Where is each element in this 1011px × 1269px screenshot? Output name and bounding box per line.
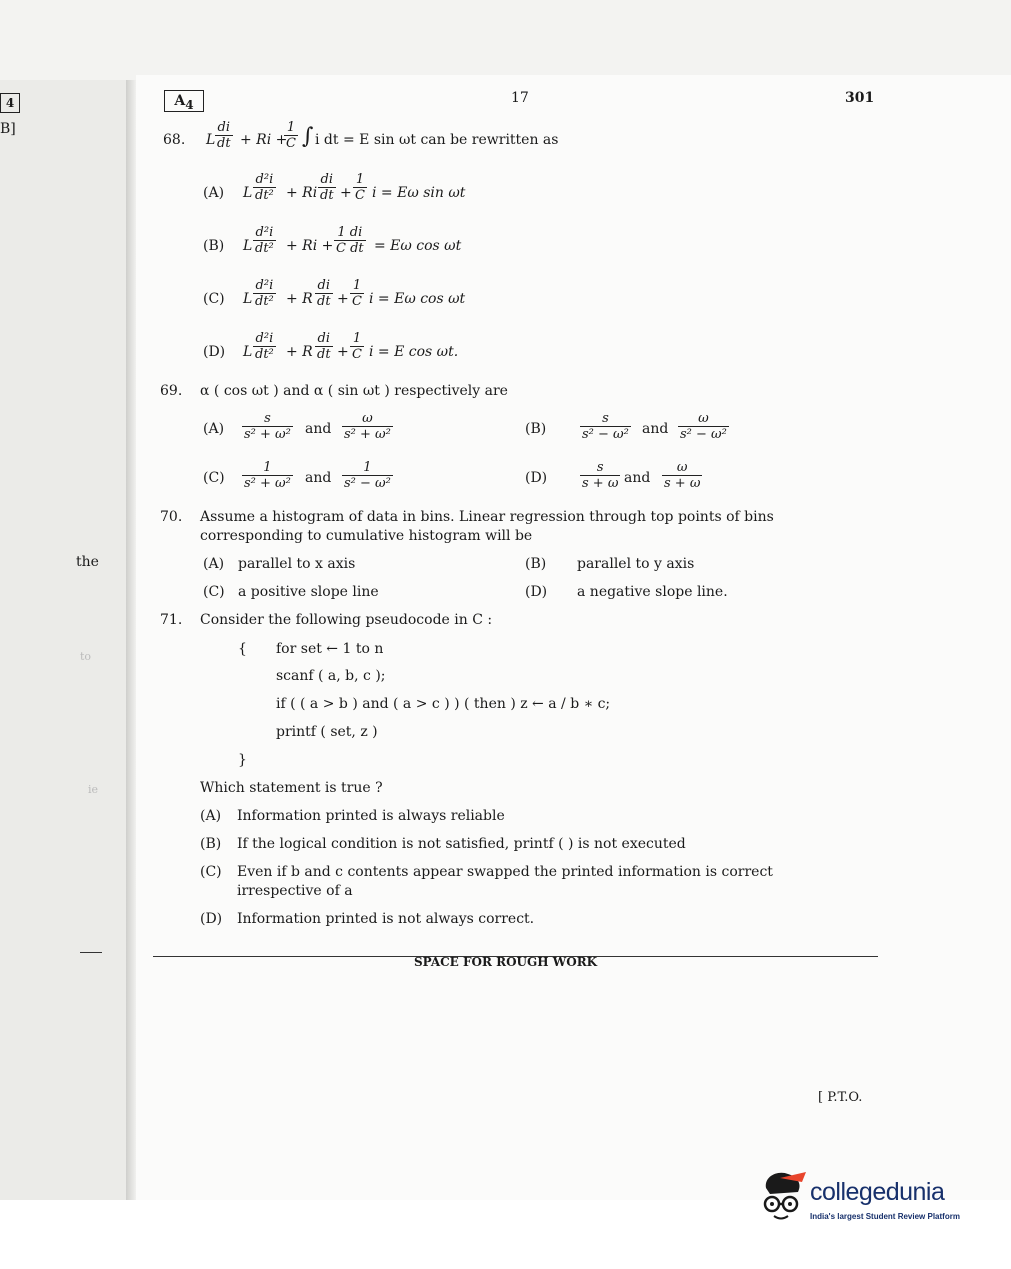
paper-code-box <box>164 90 204 112</box>
option-text: irrespective of a <box>237 883 353 899</box>
option-text: and <box>305 470 332 486</box>
code-line: scanf ( a, b, c ); <box>276 668 386 684</box>
option-text: Even if b and c contents appear swapped the printed information is correct <box>237 864 773 880</box>
rough-work-heading: SPACE FOR ROUGH WORK <box>414 955 598 969</box>
option-text: + R <box>286 291 313 307</box>
left-page-edge <box>0 80 130 1200</box>
left-page-fragment: B] <box>0 121 16 137</box>
collegedunia-logo-icon <box>758 1168 808 1228</box>
option-text: i = E cos ωt. <box>369 344 459 360</box>
option-text: i = Eω sin ωt <box>372 185 466 201</box>
code-brace-close: } <box>238 752 247 768</box>
fraction-s-over-s2-minus-w2: $\frac{s}{\text{s² − ω²}}$ <box>582 411 629 442</box>
fraction-1-over-s2-minus-w2: $\frac{1}{\text{s² − ω²}}$ <box>344 460 391 491</box>
question-70-line2: corresponding to cumulative histogram will be <box>200 528 533 544</box>
question-69-stem: α ( cos ωt ) and α ( sin ωt ) respectively are <box>200 383 508 399</box>
fraction-w-over-s-plus-w: $\frac{\omega}{s + \omega}$ <box>664 460 701 491</box>
q68-stem-L: L <box>206 132 216 148</box>
fraction-d2i-dt2: $\frac{\text{d²i}}{\text{dt²}}$ <box>255 225 274 256</box>
fraction-1-C: $\frac{1}{C}$ <box>352 278 362 309</box>
left-page-number: 4 <box>0 93 20 113</box>
option-text: i = Eω cos ωt <box>369 291 466 307</box>
question-68-number: 68. <box>163 132 186 148</box>
code-line: for set ← 1 to n <box>276 641 384 657</box>
fraction-1-C: $\frac{1}{C}$ <box>355 172 365 203</box>
fraction-s-over-s-plus-w: $\frac{s}{s + \omega}$ <box>582 460 619 491</box>
left-page-fragment: to <box>80 650 92 663</box>
option-label: (C) <box>203 584 225 600</box>
question-71-number: 71. <box>160 612 183 628</box>
fraction-1-di-C-dt: $\frac{1 di}{\text{C dt}}$ <box>336 225 364 256</box>
option-text: a negative slope line. <box>577 584 728 600</box>
fraction-w-over-s2-plus-w2: $\frac{\omega}{\text{s² + ω²}}$ <box>344 411 391 442</box>
option-text: + R <box>286 344 313 360</box>
option-label: (C) <box>203 291 225 307</box>
page-number: 17 <box>511 90 529 106</box>
option-label: (A) <box>200 808 222 824</box>
option-label: (D) <box>525 584 548 600</box>
option-text: + Ri <box>286 185 318 201</box>
code-line: if ( ( a > b ) and ( a > c ) ) ( then ) z ← a / b ∗ c; <box>276 696 611 712</box>
left-page-rule <box>80 952 102 953</box>
option-label: (B) <box>200 836 222 852</box>
code-brace-open: { <box>238 641 247 657</box>
option-label: (C) <box>200 864 222 880</box>
option-text: L <box>243 291 253 307</box>
fraction-d2i-dt2: $\frac{\text{d²i}}{\text{dt²}}$ <box>255 278 274 309</box>
option-text: If the logical condition is not satisfied, printf ( ) is not executed <box>237 836 686 852</box>
book-gutter <box>126 80 136 1200</box>
option-label: (A) <box>203 421 225 437</box>
question-70-line1: Assume a histogram of data in bins. Linear regression through top points of bins <box>200 509 774 525</box>
option-label: (A) <box>203 556 225 572</box>
fraction-s-over-s2-plus-w2: $\frac{s}{\text{s² + ω²}}$ <box>244 411 291 442</box>
option-text: and <box>642 421 669 437</box>
option-text: + <box>337 291 349 307</box>
question-71-prompt: Which statement is true ? <box>200 780 383 796</box>
option-text: Information printed is not always correct. <box>237 911 535 927</box>
question-70-number: 70. <box>160 509 183 525</box>
q68-stem-part: + Ri + <box>240 132 288 148</box>
logo-wordmark: collegedunia <box>810 1178 945 1206</box>
fraction-d2i-dt2: $\frac{\text{d²i}}{\text{dt²}}$ <box>255 172 274 203</box>
paper-code-sub: 4 <box>185 97 194 112</box>
option-label: (B) <box>525 556 547 572</box>
option-text: + <box>340 185 352 201</box>
left-page-fragment: the <box>76 554 99 570</box>
option-label: (C) <box>203 470 225 486</box>
logo-tagline: India's largest Student Review Platform <box>810 1212 960 1221</box>
option-label: (B) <box>525 421 547 437</box>
option-text: = Eω cos ωt <box>374 238 462 254</box>
option-label: (D) <box>525 470 548 486</box>
fraction-d2i-dt2: $\frac{\text{d²i}}{\text{dt²}}$ <box>255 331 274 362</box>
paper-code: A <box>174 93 186 109</box>
fraction-w-over-s2-minus-w2: $\frac{\omega}{\text{s² − ω²}}$ <box>680 411 727 442</box>
question-71-stem: Consider the following pseudocode in C : <box>200 612 493 628</box>
option-label: (B) <box>203 238 225 254</box>
option-text: parallel to y axis <box>577 556 695 572</box>
fraction-di-dt: $\frac{di}{dt}$ <box>320 172 334 203</box>
option-text: Information printed is always reliable <box>237 808 505 824</box>
code-line: printf ( set, z ) <box>276 724 378 740</box>
pto-marker: [ P.T.O. <box>818 1090 863 1105</box>
option-label: (D) <box>203 344 226 360</box>
option-text: L <box>243 238 253 254</box>
fraction-1-C: $\frac{1}{C}$ <box>352 331 362 362</box>
option-label: (A) <box>203 185 225 201</box>
fraction-1-over-s2-plus-w2: $\frac{1}{\text{s² + ω²}}$ <box>244 460 291 491</box>
integral-sign: ∫ <box>302 124 314 149</box>
fraction-di-dt: $\frac{di}{dt}$ <box>217 120 231 151</box>
option-text: parallel to x axis <box>238 556 356 572</box>
fraction-di-dt: $\frac{di}{dt}$ <box>317 331 331 362</box>
option-label: (D) <box>200 911 223 927</box>
left-page-fragment: ie <box>88 783 99 796</box>
fraction-1-C: $\frac{1}{C}$ <box>286 120 296 151</box>
option-text: a positive slope line <box>238 584 379 600</box>
option-text: L <box>243 344 253 360</box>
option-text: and <box>305 421 332 437</box>
option-text: and <box>624 470 651 486</box>
paper-number: 301 <box>845 90 875 106</box>
fraction-di-dt: $\frac{di}{dt}$ <box>317 278 331 309</box>
question-69-number: 69. <box>160 383 183 399</box>
option-text: L <box>243 185 253 201</box>
option-text: + <box>337 344 349 360</box>
option-text: + Ri + <box>286 238 334 254</box>
q68-stem-text: i dt = E sin ωt can be rewritten as <box>315 132 559 148</box>
